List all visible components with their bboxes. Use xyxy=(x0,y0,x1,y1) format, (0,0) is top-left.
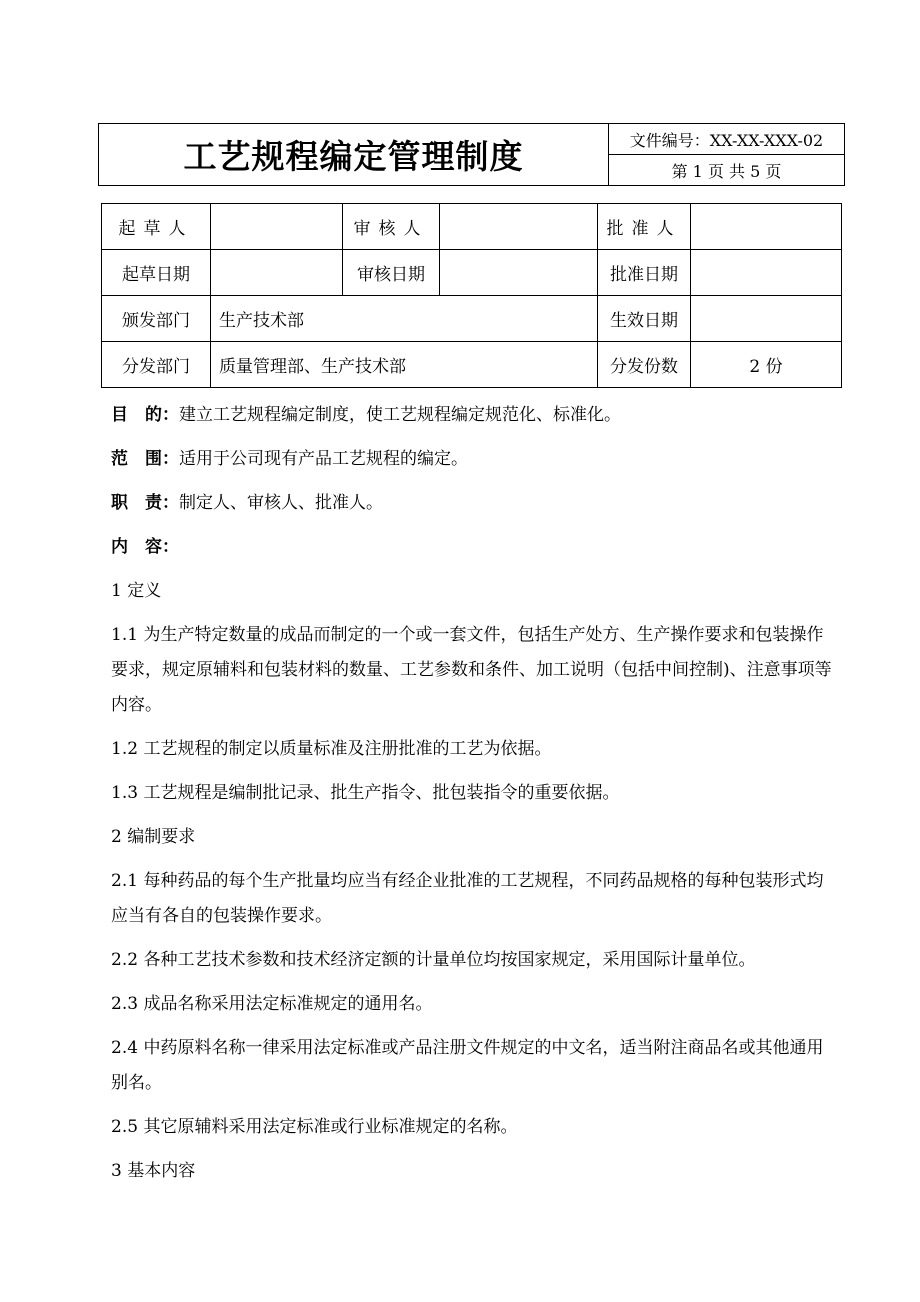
table-row xyxy=(102,250,842,296)
content-label: 内 容： xyxy=(111,537,179,557)
table-row xyxy=(102,204,842,250)
reviewer-value xyxy=(440,204,598,250)
paragraph-2-2: 2.2 各种工艺技术参数和技术经济定额的计量单位均按国家规定，采用国际计量单位。 xyxy=(111,950,756,970)
page-info: 第 1 页 共 5 页 xyxy=(609,155,845,186)
purpose-label: 目 的： xyxy=(111,405,179,425)
paragraph-1-2: 1.2 工艺规程的制定以质量标准及注册批准的工艺为依据。 xyxy=(111,739,552,759)
paragraph-2-1: 2.1 每种药品的每个生产批量均应当有经企业批准的工艺规程，不同药品规格的每种包装形式均应当有各自的包装操作要求。 xyxy=(111,871,824,926)
duty-line xyxy=(111,486,835,521)
review-date-value xyxy=(440,250,598,296)
purpose-text: 建立工艺规程编定制度，使工艺规程编定规范化、标准化。 xyxy=(179,405,621,425)
scope-label: 范 围： xyxy=(111,449,179,469)
issue-dept-value: 生产技术部 xyxy=(211,296,598,342)
duty-label: 职 责： xyxy=(111,493,179,513)
drafter-value xyxy=(211,204,343,250)
approver-label: 批准人 xyxy=(598,204,691,250)
section-heading: 3 基本内容 xyxy=(111,1161,196,1181)
paragraph-2-5: 2.5 其它原辅料采用法定标准或行业标准规定的名称。 xyxy=(111,1117,518,1137)
paragraph-2-3: 2.3 成品名称采用法定标准规定的通用名。 xyxy=(111,994,433,1014)
scope-text: 适用于公司现有产品工艺规程的编定。 xyxy=(179,449,468,469)
paragraph-1-3: 1.3 工艺规程是编制批记录、批生产指令、批包装指令的重要依据。 xyxy=(111,783,620,803)
copies-value: 2 份 xyxy=(691,342,842,388)
issue-dept-label: 颁发部门 xyxy=(102,296,211,342)
purpose-line xyxy=(111,398,835,433)
document-body xyxy=(111,398,835,1198)
copies-label: 分发份数 xyxy=(598,342,691,388)
draft-date-label: 起草日期 xyxy=(102,250,211,296)
document-header xyxy=(98,123,845,186)
section-heading: 1 定义 xyxy=(111,581,162,601)
approval-info-table xyxy=(101,203,842,388)
approve-date-value xyxy=(691,250,842,296)
effective-date-label: 生效日期 xyxy=(598,296,691,342)
duty-text: 制定人、审核人、批准人。 xyxy=(179,493,383,513)
review-date-label: 审核日期 xyxy=(343,250,440,296)
draft-date-value xyxy=(211,250,343,296)
approve-date-label: 批准日期 xyxy=(598,250,691,296)
section-heading: 2 编制要求 xyxy=(111,827,196,847)
paragraph-2-4: 2.4 中药原料名称一律采用法定标准或产品注册文件规定的中文名，适当附注商品名或其他通用别名。 xyxy=(111,1038,824,1093)
dist-dept-label: 分发部门 xyxy=(102,342,211,388)
paragraph-1-1: 1.1 为生产特定数量的成品而制定的一个或一套文件，包括生产处方、生产操作要求和包装操作要求，规定原辅料和包装材料的数量、工艺参数和条件、加工说明（包括中间控制)、注意事项等内容。 xyxy=(111,625,832,715)
drafter-label: 起草人 xyxy=(102,204,211,250)
document-title: 工艺规程编定管理制度 xyxy=(99,124,609,186)
scope-line xyxy=(111,442,835,477)
table-row xyxy=(102,296,842,342)
effective-date-value xyxy=(691,296,842,342)
table-row xyxy=(102,342,842,388)
dist-dept-value: 质量管理部、生产技术部 xyxy=(211,342,598,388)
file-number: 文件编号：XX-XX-XXX-02 xyxy=(609,124,845,155)
approver-value xyxy=(691,204,842,250)
reviewer-label: 审核人 xyxy=(343,204,440,250)
